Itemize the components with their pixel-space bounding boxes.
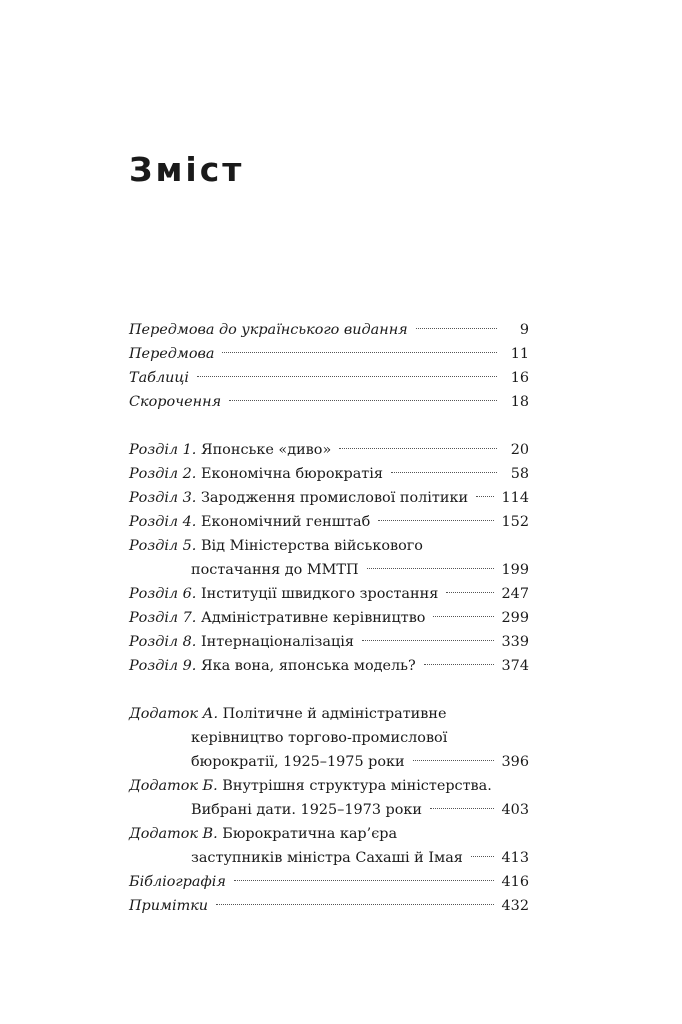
toc-entry-label <box>129 702 446 726</box>
page-number: 416 <box>501 874 529 890</box>
chapter-title: Зародження промислової політики <box>200 490 469 506</box>
toc-entry-chapter-2[interactable] <box>129 462 529 486</box>
chapter-prefix: Розділ 5. <box>129 538 197 554</box>
toc-entry-appendix-b[interactable] <box>129 774 529 798</box>
dot-leader <box>433 616 493 617</box>
chapter-prefix: Розділ 2. <box>129 466 197 482</box>
toc-entry-chapter-4[interactable] <box>129 510 529 534</box>
toc-entry-chapter-5[interactable] <box>129 534 529 558</box>
toc-entry-chapter-8[interactable] <box>129 630 529 654</box>
toc-entry-label <box>129 534 423 558</box>
toc-entry-bibliography[interactable] <box>129 870 529 894</box>
front-matter-group <box>129 318 529 414</box>
dot-leader <box>229 400 497 401</box>
toc-entry-label: Таблиці <box>129 370 190 386</box>
toc-entry-label <box>129 654 416 678</box>
toc-entry-label <box>129 462 383 486</box>
chapters-group <box>129 438 529 678</box>
toc-entry-label <box>129 510 370 534</box>
page-number: 247 <box>501 586 529 602</box>
chapter-title: Інституції швидкого зростання <box>200 586 439 602</box>
dot-leader <box>476 496 493 497</box>
page-number: 58 <box>510 466 529 482</box>
appendix-title-continued: Вибрані дати. 1925–1973 роки <box>191 802 423 818</box>
toc-entry-chapter-3[interactable] <box>129 486 529 510</box>
page-title: Зміст <box>129 150 245 189</box>
toc-entry-label <box>129 582 438 606</box>
toc-entry-label <box>129 822 397 846</box>
page-number: 299 <box>501 610 529 626</box>
toc-entry-tables[interactable] <box>129 366 529 390</box>
chapter-title: Інтернаціоналізація <box>200 634 354 650</box>
toc-entry-appendix-b-continued[interactable] <box>129 798 529 822</box>
toc-entry-preface[interactable] <box>129 342 529 366</box>
dot-leader <box>197 376 497 377</box>
dot-leader <box>416 328 497 329</box>
toc-entry-chapter-9[interactable] <box>129 654 529 678</box>
toc-entry-label: Бібліографія <box>129 874 226 890</box>
chapter-title: Яка вона, японська модель? <box>200 658 416 674</box>
page-number: 16 <box>510 370 529 386</box>
chapter-title: Економічний генштаб <box>200 514 371 530</box>
toc-entry-label: Примітки <box>129 898 209 914</box>
toc-entry-label: Скорочення <box>129 394 222 410</box>
toc-entry-appendix-v[interactable] <box>129 822 529 846</box>
chapter-title: Японське «диво» <box>200 442 332 458</box>
chapter-prefix: Розділ 3. <box>129 490 197 506</box>
appendix-title: Внутрішня структура міністерства. <box>222 778 492 794</box>
dot-leader <box>424 664 494 665</box>
chapter-title: Від Міністерства військового <box>200 538 423 554</box>
dot-leader <box>362 640 494 641</box>
toc-entry-label <box>129 774 492 798</box>
chapter-prefix: Розділ 1. <box>129 442 197 458</box>
chapter-prefix: Розділ 9. <box>129 658 197 674</box>
dot-leader <box>367 568 494 569</box>
toc-entry-label <box>129 630 354 654</box>
dot-leader <box>430 808 494 809</box>
chapter-prefix: Розділ 7. <box>129 610 197 626</box>
toc-entry-appendix-a-continued-2[interactable] <box>129 750 529 774</box>
appendix-title-continued: керівництво торгово-промислової <box>191 730 448 746</box>
page-number: 199 <box>501 562 529 578</box>
toc-entry-label: Передмова <box>129 346 215 362</box>
chapter-title-continued: постачання до ММТП <box>191 562 359 578</box>
toc-entry-label <box>129 486 468 510</box>
toc-entry-appendix-a[interactable] <box>129 702 529 726</box>
dot-leader <box>471 856 494 857</box>
page-number: 20 <box>510 442 529 458</box>
page-number: 374 <box>501 658 529 674</box>
toc-entry-notes[interactable] <box>129 894 529 918</box>
chapter-prefix: Розділ 4. <box>129 514 197 530</box>
dot-leader <box>446 592 493 593</box>
chapter-title: Економічна бюрократія <box>200 466 383 482</box>
toc-entry-appendix-v-continued[interactable] <box>129 846 529 870</box>
toc-entry-label <box>129 606 425 630</box>
appendix-prefix: Додаток В. <box>129 826 218 842</box>
toc-entry-abbreviations[interactable] <box>129 390 529 414</box>
dot-leader <box>216 904 493 905</box>
appendix-title: Політичне й адміністративне <box>222 706 447 722</box>
appendices-group <box>129 702 529 918</box>
toc-entry-preface-ukrainian[interactable] <box>129 318 529 342</box>
appendix-prefix: Додаток А. <box>129 706 219 722</box>
page-number: 413 <box>501 850 529 866</box>
page-number: 432 <box>501 898 529 914</box>
appendix-prefix: Додаток Б. <box>129 778 218 794</box>
chapter-title: Адміністративне керівництво <box>200 610 426 626</box>
appendix-title-continued: заступників міністра Сахаші й Імая <box>191 850 463 866</box>
page-number: 11 <box>510 346 529 362</box>
toc-entry-label <box>129 438 331 462</box>
toc-entry-chapter-7[interactable] <box>129 606 529 630</box>
page-number: 9 <box>519 322 529 338</box>
appendix-title: Бюрократична кар’єра <box>222 826 398 842</box>
dot-leader <box>222 352 497 353</box>
toc-entry-chapter-5-continued[interactable] <box>129 558 529 582</box>
toc-entry-appendix-a-continued[interactable] <box>129 726 529 750</box>
chapter-prefix: Розділ 6. <box>129 586 197 602</box>
dot-leader <box>391 472 497 473</box>
page-number: 396 <box>501 754 529 770</box>
dot-leader <box>378 520 493 521</box>
page-number: 18 <box>510 394 529 410</box>
page-number: 403 <box>501 802 529 818</box>
page-number: 114 <box>501 490 529 506</box>
appendix-title-continued: бюрократії, 1925–1975 роки <box>191 754 405 770</box>
table-of-contents <box>129 318 529 942</box>
dot-leader <box>339 448 497 449</box>
page-number: 339 <box>501 634 529 650</box>
dot-leader <box>234 880 494 881</box>
toc-entry-chapter-1[interactable] <box>129 438 529 462</box>
toc-entry-chapter-6[interactable] <box>129 582 529 606</box>
toc-entry-label: Передмова до українського видання <box>129 322 408 338</box>
chapter-prefix: Розділ 8. <box>129 634 197 650</box>
dot-leader <box>413 760 494 761</box>
page-number: 152 <box>501 514 529 530</box>
